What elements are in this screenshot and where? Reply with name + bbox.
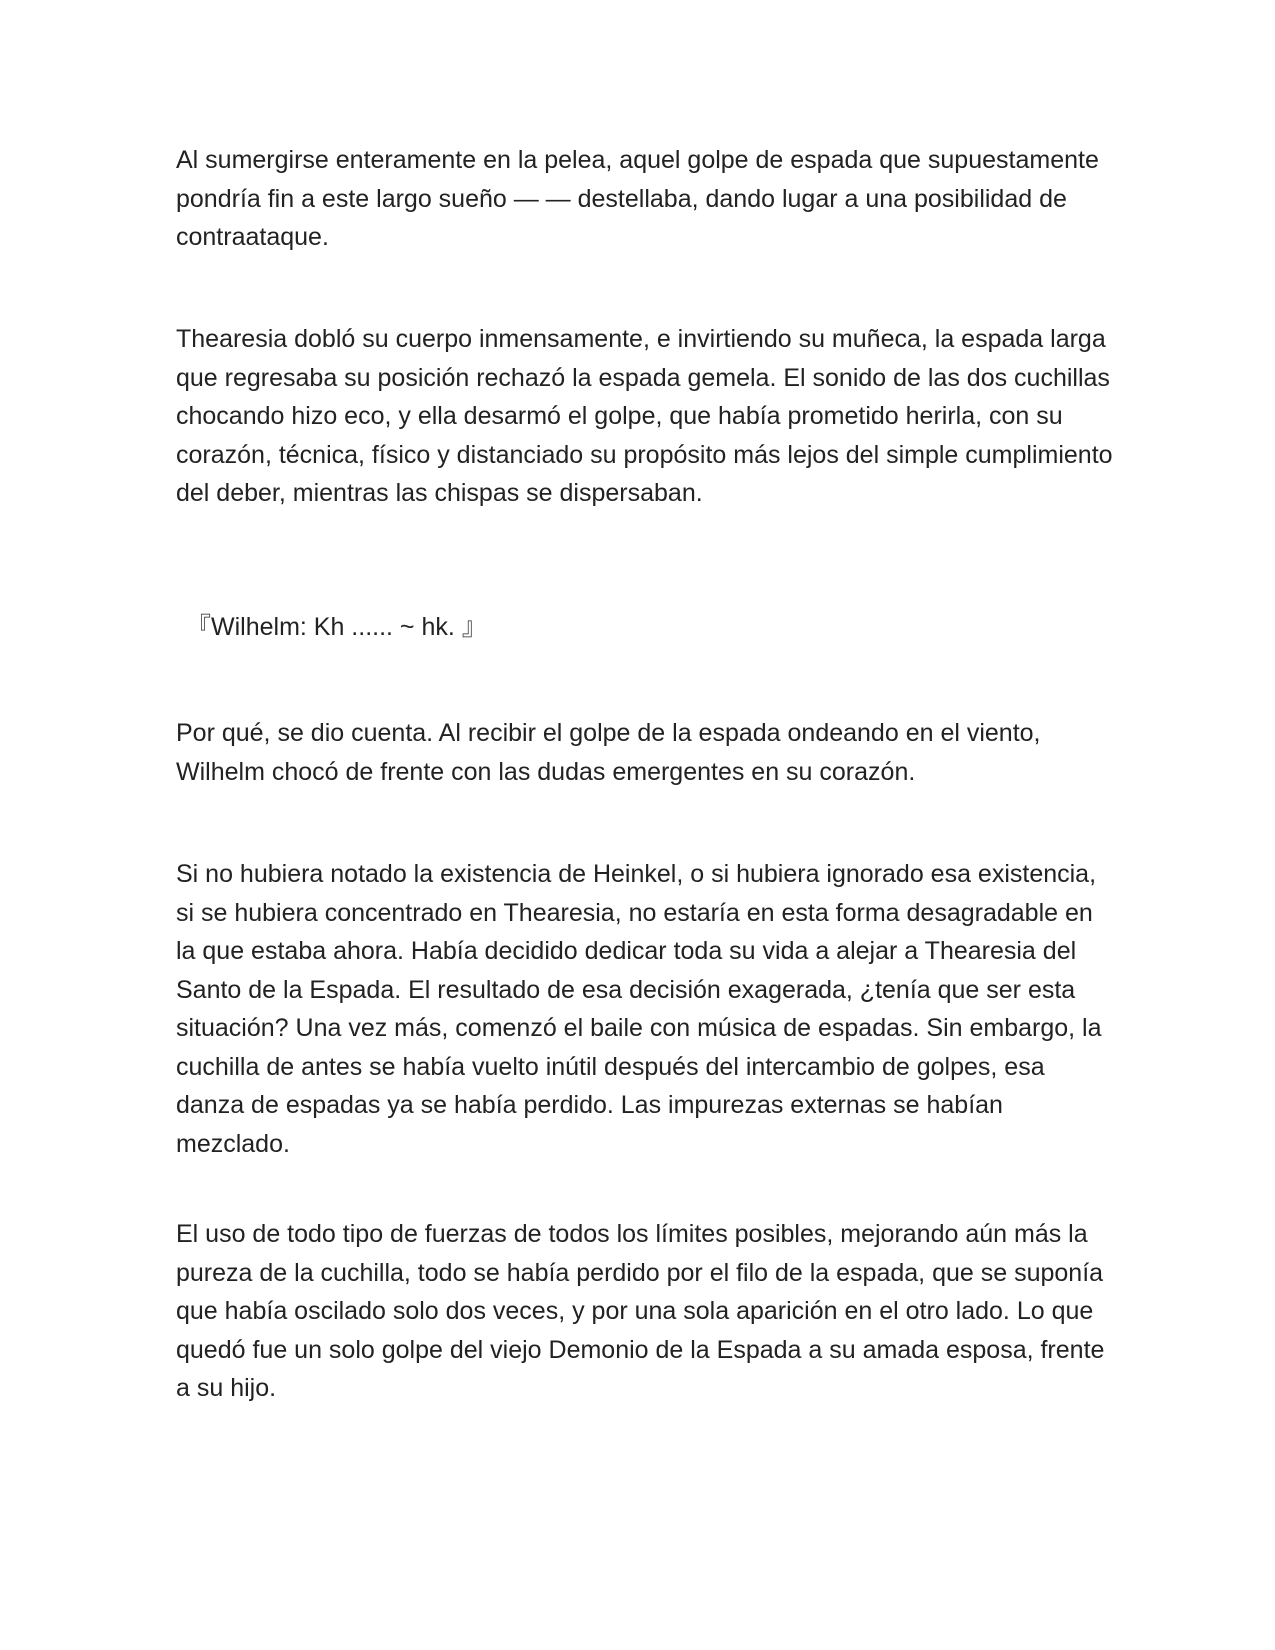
paragraph-3: Por qué, se dio cuenta. Al recibir el golpe de la espada ondeando en el viento, Wilhelm chocó de frente con las dudas emergentes en su corazón. [176, 719, 1041, 786]
paragraph-4: Si no hubiera notado la existencia de Heinkel, o si hubiera ignorado esa existencia, si se hubiera concentrado en Thearesia, no estaría en esta forma desagradable en la que estaba ahora. Había decidido dedicar toda su vida a alejar a Thearesia del Santo de la Espada. El resultado de esa decisión exagerada, ¿tenía que ser esta situación? Una vez más, comenzó el baile con música de espadas. Sin embargo, la cuchilla de antes se había vuelto inútil después del intercambio de golpes, esa danza de espadas ya se había perdido. Las impurezas externas se habían mezclado. [176, 860, 1102, 1158]
paragraph-5: El uso de todo tipo de fuerzas de todos los límites posibles, mejorando aún más la pureza de la cuchilla, todo se había perdido por el filo de la espada, que se suponía que había oscilado solo dos veces, y por una sola aparición en el otro lado. Lo que quedó fue un solo golpe del viejo Demonio de la Espada a su amada esposa, frente a su hijo. [176, 1220, 1105, 1402]
paragraph-1: Al sumergirse enteramente en la pelea, aquel golpe de espada que supuestamente pondría fin a este largo sueño — — destellaba, dando lugar a una posibilidad de contraataque. [176, 146, 1099, 251]
dialogue-line: 『Wilhelm: Kh ...... ~ hk. 』 [186, 613, 487, 641]
paragraph-2: Thearesia dobló su cuerpo inmensamente, e invirtiendo su muñeca, la espada larga que regresaba su posición rechazó la espada gemela. El sonido de las dos cuchillas chocando hizo eco, y ella desarmó el golpe, que había prometido herirla, con su corazón, técnica, físico y distanciado su propósito más lejos del simple cumplimiento del deber, mientras las chispas se dispersaban. [176, 325, 1113, 507]
